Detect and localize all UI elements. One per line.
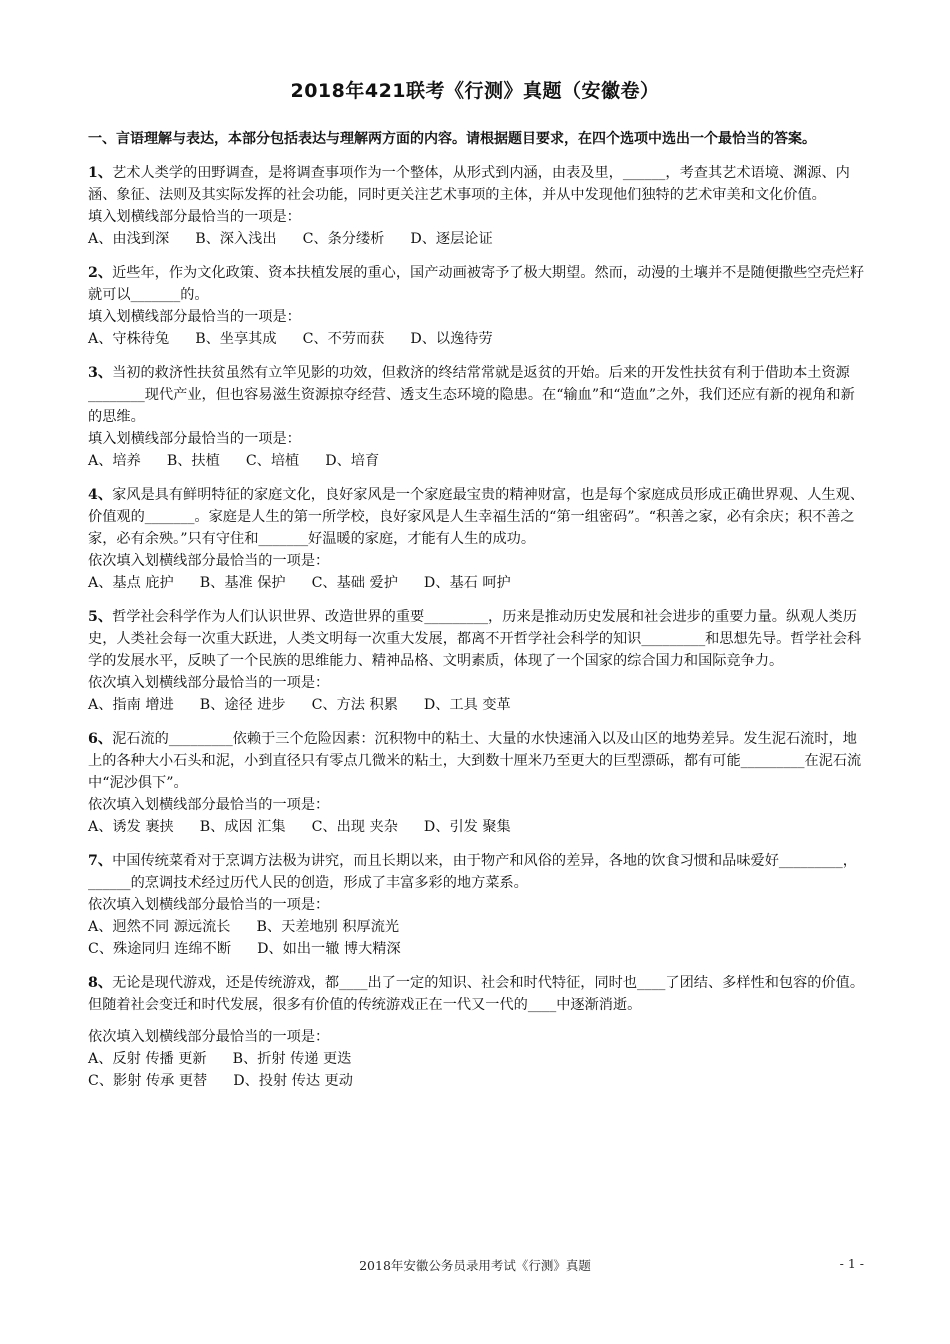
question-number: 1、 [88, 165, 113, 181]
question-text: 家风是具有鲜明特征的家庭文化，良好家风是一个家庭最宝贵的精神财富，也是每个家庭成员形成正确世界观、人生观、价值观的_______。家庭是人生的第一所学校，良好家风是人生幸福生活的“第一组密码”。“积善之家，必有余庆；积不善之家，必有余殃。”只有守住和_______好温暖的家庭，才能有人生的成功。 [88, 487, 865, 547]
page-number: - 1 - [839, 1256, 864, 1271]
option-list [88, 328, 868, 350]
question-prompt: 依次填入划横线部分最恰当的一项是： [88, 1029, 330, 1045]
option-d[interactable]: D、引发 聚集 [423, 819, 511, 835]
question-text: 哲学社会科学作为人们认识世界、改造世界的重要_________，历来是推动历史发展和社会进步的重要力量。纵观人类历史，人类社会每一次重大跃进，人类文明每一次重大发展，都离不开哲学社会科学的知识_________和思想先导。哲学社会科学的发展水平，反映了一个民族的思维能力、精神品格、文明素质，体现了一个国家的综合国力和国际竞争力。 [88, 609, 862, 669]
option-a[interactable]: A、迥然不同 源远流长 [88, 919, 231, 935]
question-number: 8、 [88, 975, 113, 991]
question-number: 3、 [88, 365, 113, 381]
option-b[interactable]: B、折射 传递 更迭 [232, 1051, 352, 1067]
document-body [88, 128, 868, 1104]
question-5 [88, 606, 868, 716]
option-d[interactable]: D、逐层论证 [410, 231, 493, 247]
option-c[interactable]: C、殊途同归 连绵不断 [88, 941, 232, 957]
question-3 [88, 362, 868, 472]
option-c[interactable]: C、培植 [245, 453, 300, 469]
option-a[interactable]: A、基点 庇护 [88, 575, 174, 591]
question-text: 无论是现代游戏，还是传统游戏，都____出了一定的知识、社会和时代特征，同时也____了团结、多样性和包容的价值。但随着社会变迁和时代发展，很多有价值的传统游戏正在一代又一代的____中逐渐消逝。 [88, 975, 865, 1013]
question-number: 5、 [88, 609, 113, 625]
footer-text: 2018年安徽公务员录用考试《行测》真题 [359, 1258, 591, 1273]
question-number: 2、 [88, 265, 113, 281]
option-b[interactable]: B、天差地别 积厚流光 [256, 919, 400, 935]
spacer [88, 1016, 868, 1026]
question-prompt: 依次填入划横线部分最恰当的一项是： [88, 675, 330, 691]
question-number: 7、 [88, 853, 113, 869]
option-d[interactable]: D、培育 [325, 453, 380, 469]
option-c[interactable]: C、条分缕析 [302, 231, 385, 247]
option-list [88, 450, 868, 472]
option-a[interactable]: A、诱发 裹挟 [88, 819, 174, 835]
option-c[interactable]: C、影射 传承 更替 [88, 1073, 208, 1089]
option-list [88, 694, 868, 716]
option-a[interactable]: A、由浅到深 [88, 231, 170, 247]
option-list-row-1 [88, 1048, 868, 1070]
option-d[interactable]: D、以逸待劳 [410, 331, 493, 347]
option-c[interactable]: C、基础 爱护 [311, 575, 398, 591]
option-list-row-2 [88, 1070, 868, 1092]
option-a[interactable]: A、反射 传播 更新 [88, 1051, 207, 1067]
option-d[interactable]: D、工具 变革 [423, 697, 511, 713]
question-prompt: 依次填入划横线部分最恰当的一项是： [88, 797, 330, 813]
option-b[interactable]: B、深入浅出 [195, 231, 277, 247]
question-prompt: 填入划横线部分最恰当的一项是： [88, 309, 301, 325]
option-b[interactable]: B、基准 保护 [199, 575, 286, 591]
option-c[interactable]: C、出现 夹杂 [311, 819, 398, 835]
question-8 [88, 972, 868, 1092]
option-b[interactable]: B、途径 进步 [199, 697, 286, 713]
section-intro: 一、言语理解与表达，本部分包括表达与理解两方面的内容。请根据题目要求，在四个选项中选出一个最恰当的答案。 [88, 131, 816, 147]
question-4 [88, 484, 868, 594]
question-prompt: 依次填入划横线部分最恰当的一项是： [88, 553, 330, 569]
question-2 [88, 262, 868, 350]
question-prompt: 填入划横线部分最恰当的一项是： [88, 431, 301, 447]
option-list-row-2 [88, 938, 868, 960]
option-a[interactable]: A、守株待兔 [88, 331, 170, 347]
option-b[interactable]: B、扶植 [166, 453, 220, 469]
question-text: 泥石流的_________依赖于三个危险因素：沉积物中的粘土、大量的水快速涌入以及山区的地势差异。发生泥石流时，地上的各种大小石头和泥，小到直径只有零点几微米的粘土，大到数十厘米乃至更大的巨型漂砾，都有可能_________在泥石流中“泥沙俱下”。 [88, 731, 862, 791]
option-a[interactable]: A、培养 [88, 453, 141, 469]
option-b[interactable]: B、成因 汇集 [199, 819, 286, 835]
option-list-row-1 [88, 916, 868, 938]
option-list [88, 228, 868, 250]
option-a[interactable]: A、指南 增进 [88, 697, 174, 713]
option-d[interactable]: D、基石 呵护 [423, 575, 511, 591]
option-b[interactable]: B、坐享其成 [195, 331, 277, 347]
page-title: 2018年421联考《行测》真题（安徽卷） [290, 80, 660, 102]
option-d[interactable]: D、如出一辙 博大精深 [257, 941, 401, 957]
question-number: 4、 [88, 487, 113, 503]
question-prompt: 填入划横线部分最恰当的一项是： [88, 209, 301, 225]
question-6 [88, 728, 868, 838]
question-text: 艺术人类学的田野调查，是将调查事项作为一个整体，从形式到内涵，由表及里，______，考查其艺术语境、渊源、内涵、象征、法则及其实际发挥的社会功能，同时更关注艺术事项的主体，并从中发现他们独特的艺术审美和文化价值。 [88, 165, 850, 203]
option-c[interactable]: C、不劳而获 [302, 331, 385, 347]
option-c[interactable]: C、方法 积累 [311, 697, 398, 713]
option-d[interactable]: D、投射 传达 更动 [233, 1073, 353, 1089]
question-text: 中国传统菜肴对于烹调方法极为讲究，而且长期以来，由于物产和风俗的差异，各地的饮食习惯和品味爱好_________，______的烹调技术经过历代人民的创造，形成了丰富多彩的地方菜系。 [88, 853, 857, 891]
question-prompt: 依次填入划横线部分最恰当的一项是： [88, 897, 330, 913]
question-1 [88, 162, 868, 250]
option-list [88, 572, 868, 594]
question-text: 当初的救济性扶贫虽然有立竿见影的功效，但救济的终结常常就是返贫的开始。后来的开发性扶贫有利于借助本土资源________现代产业，但也容易滋生资源掠夺经营、透支生态环境的隐患。在“输血”和“造血”之外，我们还应有新的视角和新的思维。 [88, 365, 855, 425]
question-7 [88, 850, 868, 960]
question-text: 近些年，作为文化政策、资本扶植发展的重心，国产动画被寄予了极大期望。然而，动漫的土壤并不是随便撒些空壳烂籽就可以_______的。 [88, 265, 865, 303]
option-list [88, 816, 868, 838]
question-number: 6、 [88, 731, 113, 747]
